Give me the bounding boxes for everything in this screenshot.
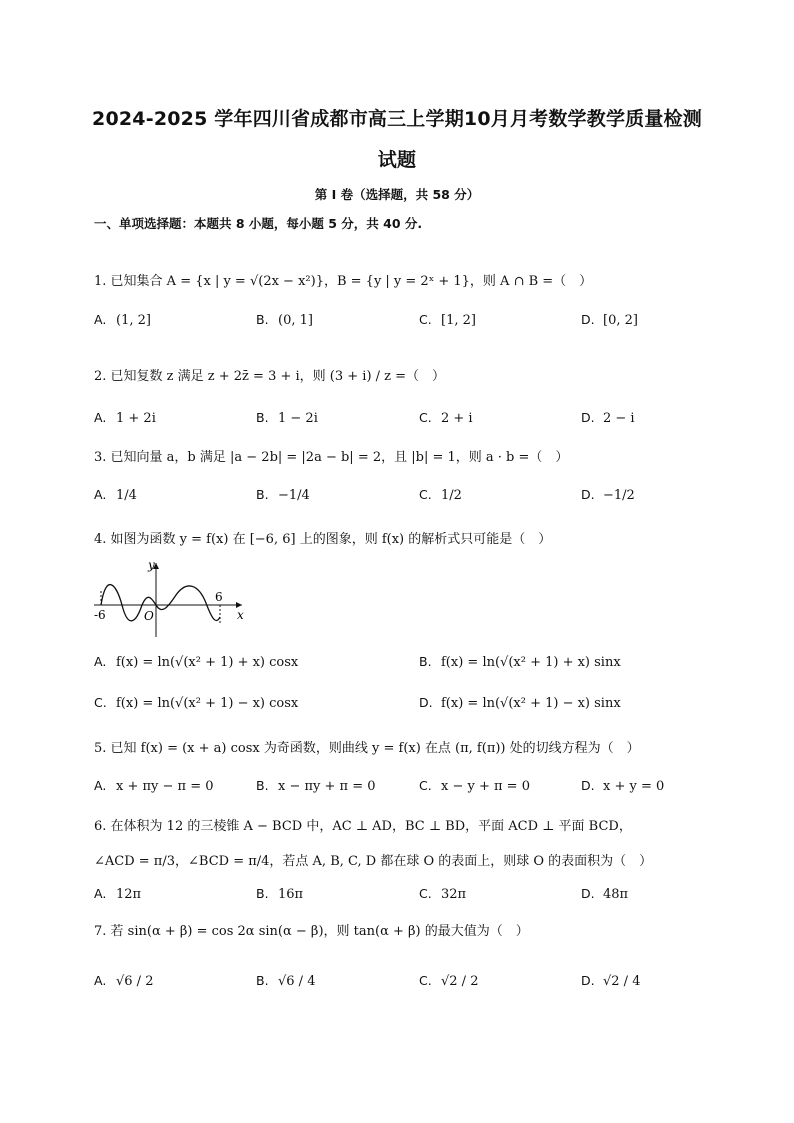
option-label: B.	[419, 654, 432, 669]
q3-option-d	[581, 487, 635, 503]
option-label: A.	[94, 312, 107, 327]
option-label: A.	[94, 654, 107, 669]
option-label: D.	[581, 973, 595, 988]
label-neg6: -6	[94, 608, 106, 622]
option-text: √6 / 4	[278, 974, 316, 989]
q4-option-d	[419, 695, 621, 711]
option-label: C.	[419, 778, 432, 793]
option-text: [0, 2]	[603, 313, 638, 328]
q3-option-b	[256, 487, 310, 503]
q6-option-b	[256, 886, 303, 902]
option-text: 48π	[603, 887, 629, 902]
q4-option-b	[419, 654, 621, 670]
section-heading: 一、单项选择题：本题共 8 小题，每小题 5 分，共 40 分.	[94, 216, 423, 231]
option-label: C.	[419, 886, 432, 901]
q5-option-d	[581, 778, 664, 794]
option-text: [1, 2]	[441, 313, 476, 328]
option-text: √6 / 2	[116, 974, 154, 989]
question-2-stem: 2. 已知复数 z 满足 z + 2z̄ = 3 + i，则 (3 + i) / z =（ ）	[94, 369, 446, 384]
option-label: D.	[581, 410, 595, 425]
q4-option-c	[94, 695, 298, 711]
q7-option-c	[419, 973, 478, 989]
q7-option-a	[94, 973, 153, 989]
question-6-stem: 6. 在体积为 12 的三棱锥 A − BCD 中，AC ⊥ AD，BC ⊥ BD，平面 ACD ⊥ 平面 BCD，	[94, 819, 632, 834]
question-6-stem-cont: ∠ACD = π/3，∠BCD = π/4，若点 A, B, C, D 都在球 O 的表面上，则球 O 的表面积为（ ）	[94, 854, 653, 869]
exam-title-line2: 试题	[377, 149, 417, 171]
option-label: C.	[419, 410, 432, 425]
option-text: 1 − 2i	[278, 411, 318, 426]
question-7-stem: 7. 若 sin(α + β) = cos 2α sin(α − β)，则 tan(α + β) 的最大值为（ ）	[94, 924, 529, 939]
function-curve	[101, 585, 220, 621]
q6-option-d	[581, 886, 628, 902]
option-label: B.	[256, 487, 269, 502]
option-label: D.	[419, 695, 433, 710]
option-text: f(x) = ln(√(x² + 1) + x) sinx	[441, 655, 621, 670]
option-text: 1/4	[116, 488, 137, 503]
option-text: 16π	[278, 887, 304, 902]
option-text: √2 / 4	[603, 974, 641, 989]
option-label: A.	[94, 973, 107, 988]
option-text: √2 / 2	[441, 974, 479, 989]
part-heading: 第 I 卷（选择题，共 58 分）	[314, 187, 480, 202]
function-graph	[92, 555, 252, 645]
option-label: C.	[419, 487, 432, 502]
exam-title-line1: 2024-2025 学年四川省成都市高三上学期10月月考数学教学质量检测	[92, 108, 702, 130]
option-label: B.	[256, 778, 269, 793]
option-text: f(x) = ln(√(x² + 1) − x) sinx	[441, 696, 621, 711]
option-text: (1, 2]	[116, 313, 151, 328]
q3-option-a	[94, 487, 137, 503]
option-text: x − πy + π = 0	[278, 779, 376, 794]
option-text: f(x) = ln(√(x² + 1) − x) cosx	[116, 696, 299, 711]
q2-option-c	[419, 410, 473, 426]
option-label: D.	[581, 886, 595, 901]
label-6: 6	[215, 590, 223, 604]
q3-option-c	[419, 487, 462, 503]
option-label: D.	[581, 487, 595, 502]
q2-option-b	[256, 410, 318, 426]
label-origin: O	[144, 609, 154, 623]
option-label: C.	[419, 312, 432, 327]
q2-option-a	[94, 410, 156, 426]
q4-option-a	[94, 654, 298, 670]
q5-option-b	[256, 778, 376, 794]
question-1-stem: 1. 已知集合 A = {x | y = √(2x − x²)}，B = {y | y = 2ˣ + 1}，则 A ∩ B =（ ）	[94, 274, 593, 289]
option-text: x + y = 0	[603, 779, 665, 794]
option-label: A.	[94, 886, 107, 901]
q7-option-d	[581, 973, 640, 989]
option-label: A.	[94, 778, 107, 793]
question-5-stem: 5. 已知 f(x) = (x + a) cosx 为奇函数，则曲线 y = f(x) 在点 (π, f(π)) 处的切线方程为（ ）	[94, 741, 640, 756]
q5-option-c	[419, 778, 530, 794]
q7-option-b	[256, 973, 315, 989]
option-label: D.	[581, 778, 595, 793]
option-label: B.	[256, 886, 269, 901]
option-text: 1/2	[441, 488, 462, 503]
q1-option-a	[94, 312, 151, 328]
option-label: B.	[256, 973, 269, 988]
option-text: −1/2	[603, 488, 635, 503]
option-text: 2 − i	[603, 411, 635, 426]
option-text: f(x) = ln(√(x² + 1) + x) cosx	[116, 655, 299, 670]
option-text: 2 + i	[441, 411, 473, 426]
option-text: 32π	[441, 887, 467, 902]
q2-option-d	[581, 410, 635, 426]
option-label: C.	[94, 695, 107, 710]
q1-option-b	[256, 312, 313, 328]
q1-option-d	[581, 312, 638, 328]
option-text: −1/4	[278, 488, 310, 503]
label-y: y	[148, 558, 155, 572]
option-label: B.	[256, 410, 269, 425]
question-4-stem: 4. 如图为函数 y = f(x) 在 [−6, 6] 上的图象，则 f(x) 的解析式只可能是（ ）	[94, 532, 552, 547]
label-x: x	[237, 608, 244, 622]
option-label: C.	[419, 973, 432, 988]
option-text: x + πy − π = 0	[116, 779, 214, 794]
option-label: A.	[94, 487, 107, 502]
option-text: x − y + π = 0	[441, 779, 530, 794]
option-label: D.	[581, 312, 595, 327]
q5-option-a	[94, 778, 214, 794]
q6-option-a	[94, 886, 141, 902]
q1-option-c	[419, 312, 476, 328]
option-label: B.	[256, 312, 269, 327]
question-3-stem: 3. 已知向量 a，b 满足 |a − 2b| = |2a − b| = 2，且 |b| = 1，则 a · b =（ ）	[94, 450, 569, 465]
option-text: 1 + 2i	[116, 411, 156, 426]
q6-option-c	[419, 886, 466, 902]
option-text: (0, 1]	[278, 313, 313, 328]
option-label: A.	[94, 410, 107, 425]
option-text: 12π	[116, 887, 142, 902]
